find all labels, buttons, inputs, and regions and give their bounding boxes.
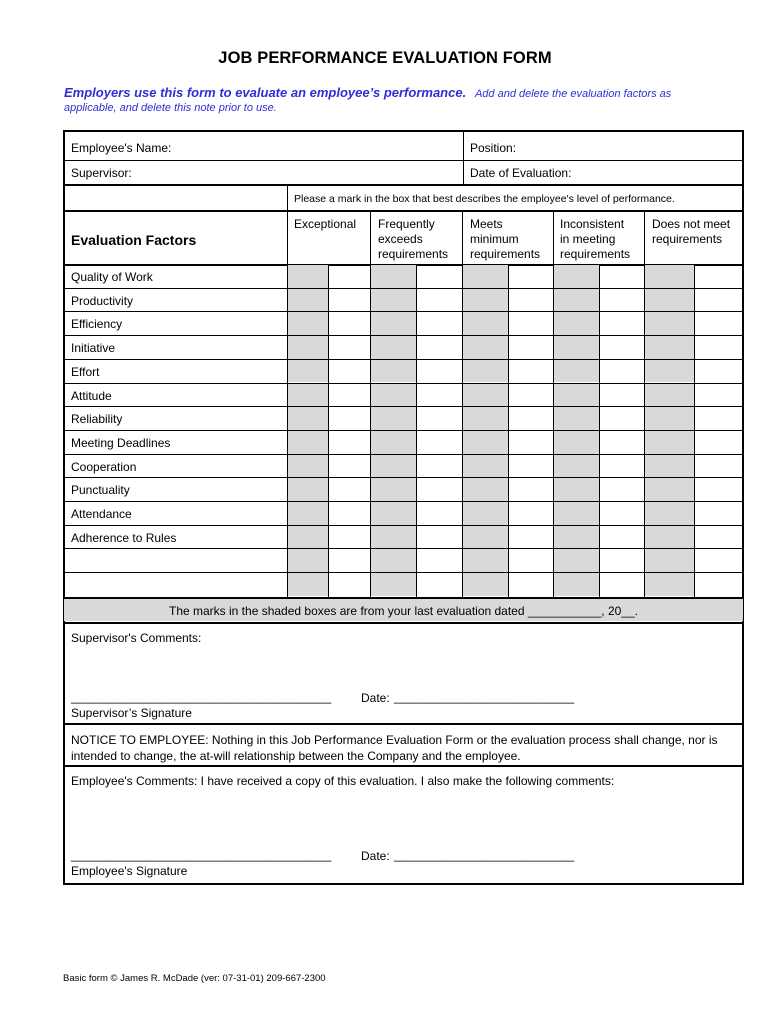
current-rating-box[interactable] [600,289,644,312]
previous-rating-box[interactable] [371,360,416,383]
current-rating-box[interactable] [695,431,742,454]
current-rating-box[interactable] [600,549,644,572]
date-of-evaluation-field[interactable]: Date of Evaluation: [470,166,572,180]
box-divider [694,265,695,597]
employee-date-line[interactable]: ___________________________ [394,848,575,862]
factor-label: Adherence to Rules [71,530,177,545]
supervisor-signature-label: Supervisor’s Signature [71,706,192,720]
current-rating-box[interactable] [329,526,370,549]
factor-label: Cooperation [71,459,137,474]
current-rating-box[interactable] [695,526,742,549]
current-rating-box[interactable] [695,478,742,501]
current-rating-box[interactable] [600,265,644,288]
employee-name-field[interactable]: Employee's Name: [71,141,172,155]
supervisor-comments-label[interactable]: Supervisor's Comments: [71,631,202,645]
current-rating-box[interactable] [509,384,553,407]
current-rating-box[interactable] [417,312,462,335]
previous-rating-box[interactable] [554,502,599,525]
previous-rating-box[interactable] [371,573,416,596]
current-rating-box[interactable] [695,289,742,312]
shaded-note-text: The marks in the shaded boxes are from your last evaluation dated ___________, 20__. [169,604,638,618]
rating-exceptional: Exceptional [294,217,357,231]
current-rating-box[interactable] [509,455,553,478]
previous-rating-box[interactable] [554,407,599,430]
current-rating-box[interactable] [329,384,370,407]
previous-rating-box[interactable] [288,573,328,596]
current-rating-box[interactable] [509,573,553,596]
position-field[interactable]: Position: [470,141,517,155]
current-rating-box[interactable] [509,360,553,383]
current-rating-box[interactable] [329,431,370,454]
previous-rating-box[interactable] [463,549,508,572]
instruction-text: Please a mark in the box that best describes the employee's level of performance. [294,193,675,205]
supervisor-bottom-line [64,723,743,725]
previous-rating-box[interactable] [645,336,694,359]
instruction-note [64,86,724,115]
previous-rating-box[interactable] [463,573,508,596]
previous-rating-box[interactable] [463,502,508,525]
current-rating-box[interactable] [600,455,644,478]
previous-rating-box[interactable] [645,478,694,501]
info-divider [463,132,464,185]
previous-rating-box[interactable] [554,549,599,572]
current-rating-box[interactable] [417,289,462,312]
rating-frequently-exceeds: Frequently exceeds requirements [378,217,449,261]
current-rating-box[interactable] [695,360,742,383]
previous-rating-box[interactable] [645,549,694,572]
employee-signature-label: Employee's Signature [71,864,188,878]
note-rest: Add and delete the evaluation factors as applicable, and delete this note prior to use. [64,88,672,114]
previous-rating-box[interactable] [554,455,599,478]
box-divider [416,265,417,597]
previous-rating-box[interactable] [288,289,328,312]
previous-rating-box[interactable] [463,336,508,359]
previous-rating-box[interactable] [645,312,694,335]
current-rating-box[interactable] [600,336,644,359]
current-rating-box[interactable] [509,526,553,549]
info-row-line [64,160,743,161]
factor-label: Attendance [71,507,132,521]
current-rating-box[interactable] [329,478,370,501]
notice-text: NOTICE TO EMPLOYEE: Nothing in this Job Performance Evaluation Form or the evaluation process shall change, nor is intended to change, the at-will relationship between the Company and the employee. [71,733,718,763]
previous-rating-box[interactable] [554,431,599,454]
box-divider [328,265,329,597]
current-rating-box[interactable] [417,455,462,478]
previous-rating-box[interactable] [554,526,599,549]
previous-rating-box[interactable] [463,407,508,430]
current-rating-box[interactable] [509,431,553,454]
previous-rating-box[interactable] [288,549,328,572]
employee-signature-line[interactable]: _______________________________________ [71,848,332,862]
instruction-bottom-line [64,210,743,212]
previous-rating-box[interactable] [645,384,694,407]
current-rating-box[interactable] [509,502,553,525]
previous-rating-box[interactable] [288,478,328,501]
previous-rating-box[interactable] [463,312,508,335]
previous-rating-box[interactable] [463,455,508,478]
previous-rating-box[interactable] [371,478,416,501]
previous-rating-box[interactable] [371,431,416,454]
previous-rating-box[interactable] [371,407,416,430]
previous-rating-box[interactable] [463,360,508,383]
current-rating-box[interactable] [509,312,553,335]
employee-comments-label[interactable]: Employee's Comments: I have received a copy of this evaluation. I also make the following comments: [71,774,615,788]
previous-rating-box[interactable] [288,265,328,288]
previous-rating-box[interactable] [645,265,694,288]
info-bottom-line [64,184,743,186]
supervisor-date-label: Date: [361,691,390,705]
previous-rating-box[interactable] [554,573,599,596]
current-rating-box[interactable] [417,431,462,454]
notice-bottom-line [64,765,743,767]
factor-label: Effort [71,364,100,379]
current-rating-box[interactable] [329,312,370,335]
previous-rating-box[interactable] [645,407,694,430]
previous-rating-box[interactable] [288,384,328,407]
previous-rating-box[interactable] [371,502,416,525]
current-rating-box[interactable] [695,265,742,288]
previous-rating-box[interactable] [288,526,328,549]
current-rating-box[interactable] [417,573,462,596]
previous-rating-box[interactable] [554,265,599,288]
current-rating-box[interactable] [600,384,644,407]
current-rating-box[interactable] [417,360,462,383]
current-rating-box[interactable] [509,289,553,312]
current-rating-box[interactable] [600,526,644,549]
current-rating-box[interactable] [600,407,644,430]
current-rating-box[interactable] [329,573,370,596]
current-rating-box[interactable] [509,407,553,430]
current-rating-box[interactable] [695,407,742,430]
rating-does-not-meet: Does not meet requirements [652,217,731,246]
factors-header: Evaluation Factors [71,232,197,248]
previous-rating-box[interactable] [371,384,416,407]
current-rating-box[interactable] [329,336,370,359]
box-divider [508,265,509,597]
current-rating-box[interactable] [417,478,462,501]
current-rating-box[interactable] [417,549,462,572]
previous-rating-box[interactable] [645,360,694,383]
current-rating-box[interactable] [417,265,462,288]
current-rating-box[interactable] [329,265,370,288]
current-rating-box[interactable] [417,502,462,525]
current-rating-box[interactable] [600,312,644,335]
factor-label: Efficiency [71,317,123,332]
box-divider [599,265,600,597]
current-rating-box[interactable] [329,360,370,383]
previous-rating-box[interactable] [463,478,508,501]
current-rating-box[interactable] [600,431,644,454]
current-rating-box[interactable] [600,573,644,596]
shaded-note-bottom-line [64,622,743,624]
current-rating-box[interactable] [329,502,370,525]
current-rating-box[interactable] [417,336,462,359]
note-bold: Employers use this form to evaluate an employee’s performance. [64,85,467,100]
current-rating-box[interactable] [695,549,742,572]
form-title: JOB PERFORMANCE EVALUATION FORM [218,49,552,67]
factor-label: Punctuality [71,483,130,498]
previous-rating-box[interactable] [554,384,599,407]
previous-rating-box[interactable] [288,360,328,383]
current-rating-box[interactable] [695,312,742,335]
supervisor-field[interactable]: Supervisor: [71,166,132,180]
current-rating-box[interactable] [695,455,742,478]
current-rating-box[interactable] [509,265,553,288]
footer-credit: Basic form © James R. McDade (ver: 07-31-01) 209-667-2300 [63,973,326,984]
previous-rating-box[interactable] [288,336,328,359]
previous-rating-box[interactable] [645,289,694,312]
previous-rating-box[interactable] [463,431,508,454]
previous-rating-box[interactable] [554,336,599,359]
previous-rating-box[interactable] [463,526,508,549]
current-rating-box[interactable] [329,407,370,430]
previous-rating-box[interactable] [463,265,508,288]
supervisor-date-line[interactable]: ___________________________ [394,690,575,704]
factor-label: Reliability [71,412,123,427]
rating-meets-minimum: Meets minimum requirements [470,217,541,261]
previous-rating-box[interactable] [645,526,694,549]
previous-rating-box[interactable] [645,502,694,525]
factor-label: Quality of Work [71,270,153,284]
current-rating-box[interactable] [509,549,553,572]
current-rating-box[interactable] [329,289,370,312]
current-rating-box[interactable] [509,478,553,501]
current-rating-box[interactable] [600,478,644,501]
current-rating-box[interactable] [600,502,644,525]
previous-rating-box[interactable] [371,312,416,335]
current-rating-box[interactable] [417,384,462,407]
current-rating-box[interactable] [417,407,462,430]
current-rating-box[interactable] [509,336,553,359]
current-rating-box[interactable] [417,526,462,549]
previous-rating-box[interactable] [645,431,694,454]
current-rating-box[interactable] [329,549,370,572]
factor-label: Meeting Deadlines [71,435,171,450]
previous-rating-box[interactable] [371,336,416,359]
previous-rating-box[interactable] [463,384,508,407]
current-rating-box[interactable] [695,573,742,596]
previous-rating-box[interactable] [371,265,416,288]
current-rating-box[interactable] [600,360,644,383]
previous-rating-box[interactable] [288,502,328,525]
rating-inconsistent: Inconsistent in meeting requirements [560,217,631,261]
previous-rating-box[interactable] [288,407,328,430]
factor-label: Attitude [71,388,112,403]
previous-rating-box[interactable] [554,289,599,312]
previous-rating-box[interactable] [371,549,416,572]
current-rating-box[interactable] [695,502,742,525]
previous-rating-box[interactable] [554,478,599,501]
previous-rating-box[interactable] [554,360,599,383]
current-rating-box[interactable] [329,455,370,478]
current-rating-box[interactable] [695,384,742,407]
previous-rating-box[interactable] [371,455,416,478]
factor-label: Productivity [71,293,134,308]
previous-rating-box[interactable] [288,455,328,478]
previous-rating-box[interactable] [645,455,694,478]
previous-rating-box[interactable] [371,289,416,312]
factor-label: Initiative [71,341,116,356]
current-rating-box[interactable] [695,336,742,359]
previous-rating-box[interactable] [288,312,328,335]
previous-rating-box[interactable] [371,526,416,549]
employee-date-label: Date: [361,849,390,863]
previous-rating-box[interactable] [288,431,328,454]
supervisor-signature-line[interactable]: _______________________________________ [71,690,332,704]
previous-rating-box[interactable] [463,289,508,312]
previous-rating-box[interactable] [554,312,599,335]
previous-rating-box[interactable] [645,573,694,596]
